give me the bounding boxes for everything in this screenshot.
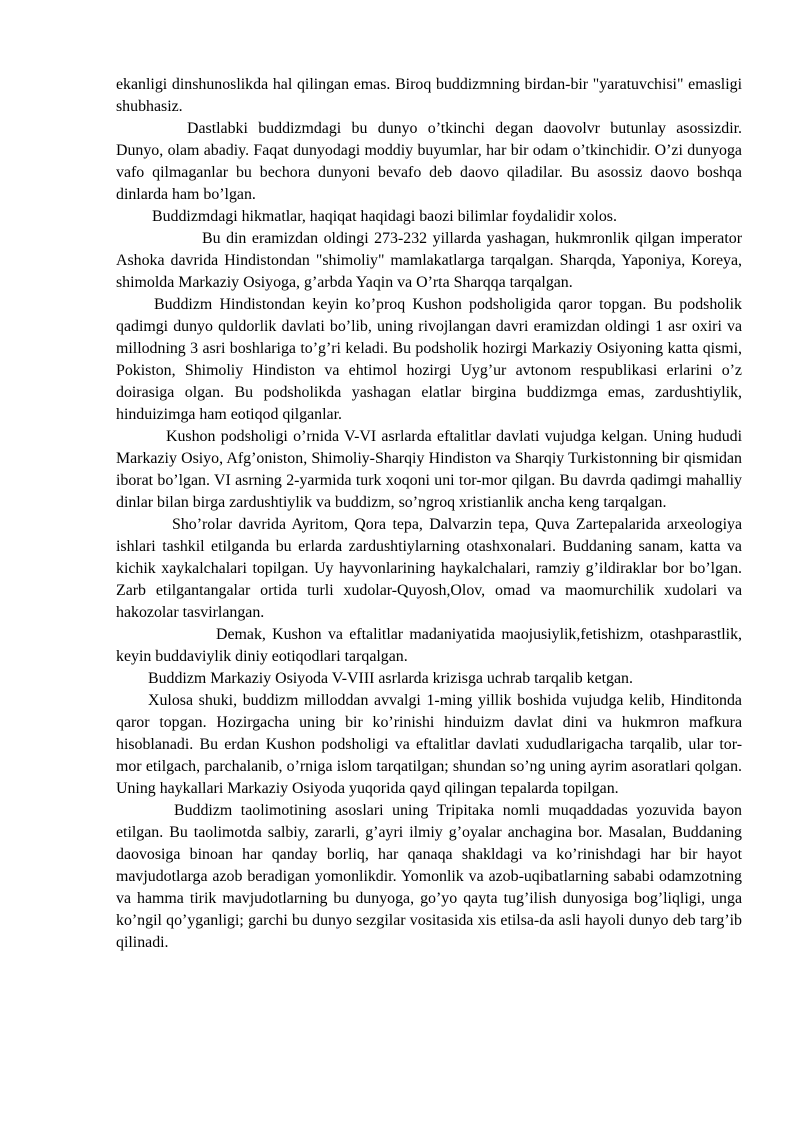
paragraph-2: Dastlabki buddizmdagi bu dunyo o’tkinchi degan daovolvr butunlay asossizdir. Dunyo, olam abadiy. Faqat dunyodagi moddiy buyumlar, har bir odam o’tkinchidir. O’zi dunyoga vafo qilmaganlar bu bechora dunyoni bevafo deb daovo qiladilar. Bu asossiz daovo boshqa dinlarda ham bo’lgan. <box>116 120 742 203</box>
paragraph-7: Sho’rolar davrida Ayritom, Qora tepa, Dalvarzin tepa, Quva Zartepalarida arxeologiya ishlari tashkil etilganda bu erlarda zardushtiylarning otashxonalari. Buddaning sanam, katta va kichik xaykalchalari topilgan. Uy hayvonlarining haykalchalari, ramziy g’ildiraklar bor bo’lgan. Zarb etilgantangalar ortida turli xudolar-Quyosh,Olov, omad va maomurchilik xudolari va hakozolar tasvirlangan. <box>116 516 742 621</box>
document-page <box>116 74 742 954</box>
paragraph-4: Bu din eramizdan oldingi 273-232 yillarda yashagan, hukmronlik qilgan imperator Ashoka davrida Hindistondan "shimoliy" mamlakatlarga tarqalgan. Sharqda, Yaponiya, Koreya, shimolda Markaziy Osiyoga, g’arbda Yaqin va O’rta Sharqqa tarqalgan. <box>116 230 742 291</box>
paragraph-3: Buddizmdagi hikmatlar, haqiqat haqidagi baozi bilimlar foydalidir xolos. <box>152 208 617 225</box>
paragraph-1: ekanligi dinshunoslikda hal qilingan emas. Biroq buddizmning birdan-bir "yaratuvchisi" emasligi shubhasiz. <box>116 76 742 115</box>
paragraph-10: Xulosa shuki, buddizm milloddan avvalgi 1-ming yillik boshida vujudga kelib, Hinditonda qaror topgan. Hozirgacha uning bir ko’rinishi hinduizm davlat dini va hukmron mafkura hisoblanadi. Bu erdan Kushon podsholigi va eftalitlar davlati xududlarigacha tarqalib, ular tor-mor etilgach, parchalanib, o’rniga islom tarqatilgan; shundan so’ng uning ayrim asoratlari qolgan. Uning haykallari Markaziy Osiyoda yuqorida qayd qilingan tepalarda topilgan. <box>116 692 742 797</box>
paragraph-8: Demak, Kushon va eftalitlar madaniyatida maojusiylik,fetishizm, otashparastlik, keyin buddaviylik diniy eotiqodlari tarqalgan. <box>116 626 742 665</box>
paragraph-5: Buddizm Hindistondan keyin ko’proq Kushon podsholigida qaror topgan. Bu podsholik qadimgi dunyo quldorlik davlati bo’lib, uning rivojlangan davri eramizdan oldingi 1 asr oxiri va millodning 3 asri boshlariga to’g’ri keladi. Bu podsholik hozirgi Markaziy Osiyoning katta qismi, Pokiston, Shimoliy Hindiston va ehtimol hozirgi Uyg’ur avtonom respublikasi erlarini o’z doirasiga olgan. Bu podsholikda yashagan elatlar birgina buddizmga emas, zardushtiylik, hinduizimga ham eotiqod qilganlar. <box>116 296 742 423</box>
paragraph-9: Buddizm Markaziy Osiyoda V-VIII asrlarda krizisga uchrab tarqalib ketgan. <box>148 670 633 687</box>
paragraph-11: Buddizm taolimotining asoslari uning Tripitaka nomli muqaddadas yozuvida bayon etilgan. Bu taolimotda salbiy, zararli, g’ayri ilmiy g’oyalar anchagina bor. Masalan, Buddaning daovosiga binoan har qanday borliq, har qanaqa shakldagi va ko’rinishdagi har bir hayot mavjudotlarga azob beradigan yomonlikdir. Yomonlik va azob-uqibatlarning sababi odamzotning va hamma tirik mavjudotlarning bu dunyoga, go’yo qayta tug’ilish dunyosiga bog’liqligi, unga ko’ngil qo’yganligi; garchi bu dunyo sezgilar vositasida xis etilsa-da asli hayoli dunyo deb targ’ib qilinadi. <box>116 802 742 951</box>
paragraph-6: Kushon podsholigi o’rnida V-VI asrlarda eftalitlar davlati vujudga kelgan. Uning hududi Markaziy Osiyo, Afg’oniston, Shimoliy-Sharqiy Hindiston va Sharqiy Turkistonning bir qismidan iborat bo’lgan. VI asrning 2-yarmida turk xoqoni uni tor-mor qilgan. Bu davrda qadimgi mahalliy dinlar bilan birga zardushtiylik va buddizm, so’ngroq xristianlik ancha keng tarqalgan. <box>116 428 742 511</box>
